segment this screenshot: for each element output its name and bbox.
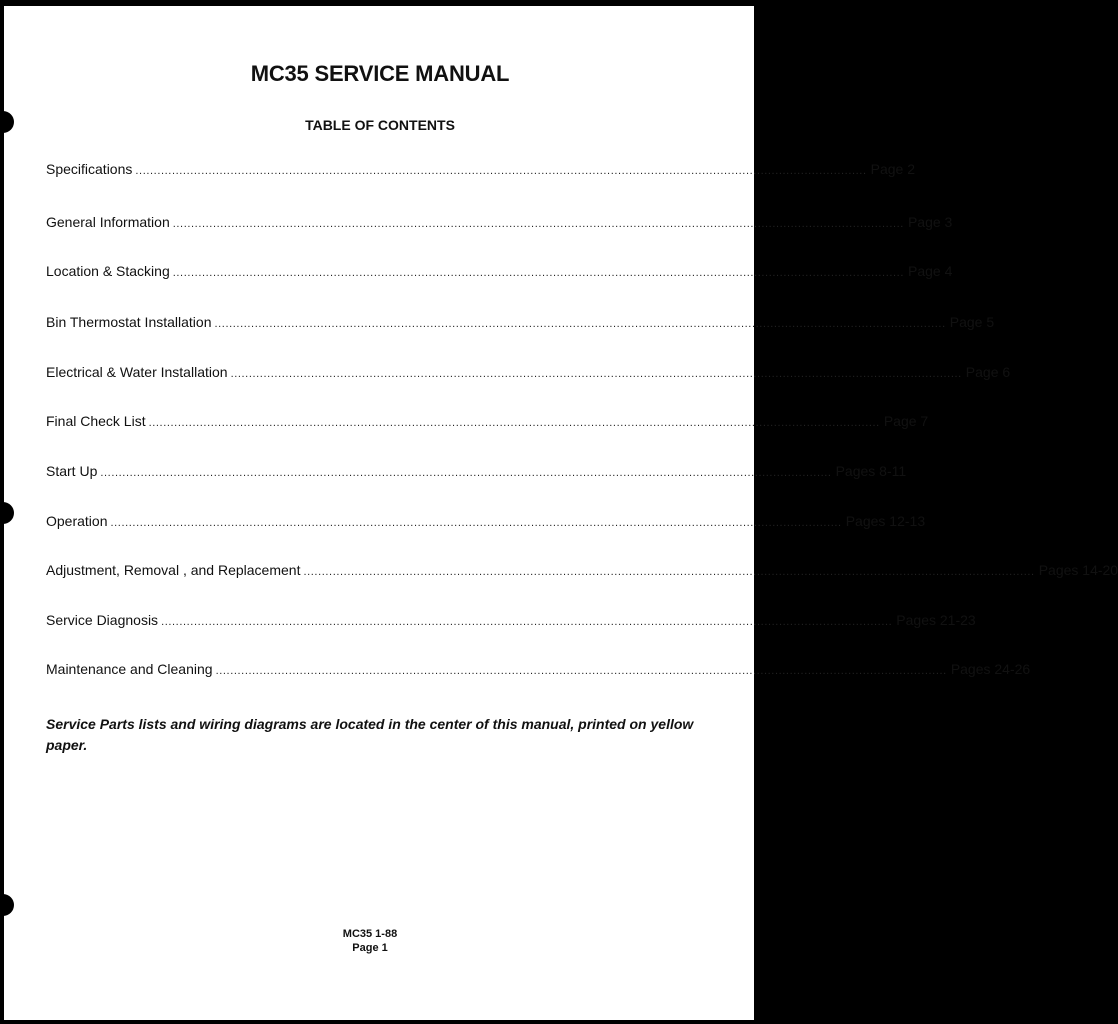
service-parts-note: Service Parts lists and wiring diagrams are located in the center of this manual, printed on yellow paper. bbox=[46, 716, 694, 753]
toc-entry-label: Specifications bbox=[46, 161, 133, 177]
toc-entry-page: Page 4 bbox=[907, 263, 953, 279]
dot-leader: ........................................................................................................................................................................................................ bbox=[172, 267, 904, 279]
toc-entry-label: Operation bbox=[46, 513, 108, 529]
toc-entry-label: Maintenance and Cleaning bbox=[46, 661, 213, 677]
punch-hole-icon bbox=[0, 894, 14, 916]
dot-leader: ........................................................................................................................................................................................................ bbox=[172, 218, 904, 230]
toc-entry bbox=[46, 313, 995, 331]
toc-entry-label: Bin Thermostat Installation bbox=[46, 314, 212, 330]
toc-entry bbox=[46, 213, 953, 231]
toc-entry-page: Pages 12-13 bbox=[845, 513, 926, 529]
toc-entry-page: Page 5 bbox=[949, 314, 995, 330]
toc-entry bbox=[46, 462, 907, 480]
dot-leader: ........................................................................................................................................................................................................ bbox=[215, 665, 947, 677]
toc-entry-page: Page 7 bbox=[883, 413, 929, 429]
page-footer bbox=[4, 927, 736, 955]
toc-entry-label: Final Check List bbox=[46, 413, 146, 429]
dot-leader: ........................................................................................................................................................................................................ bbox=[230, 368, 962, 380]
toc-entry-page: Pages 21-23 bbox=[896, 612, 976, 628]
toc-entry-page: Page 6 bbox=[965, 364, 1011, 380]
dot-leader: ........................................................................................................................................................................................................ bbox=[100, 467, 832, 479]
dot-leader: ........................................................................................................................................................................................................ bbox=[214, 318, 946, 330]
dot-leader: ........................................................................................................................................................................................................ bbox=[135, 165, 867, 177]
toc-entry bbox=[46, 160, 915, 178]
dot-leader: ........................................................................................................................................................................................................ bbox=[303, 566, 1035, 578]
document-title: MC35 SERVICE MANUAL bbox=[250, 61, 510, 86]
toc-entry-label: Adjustment, Removal , and Replacement bbox=[46, 562, 301, 578]
toc-entry-label: Location & Stacking bbox=[46, 263, 170, 279]
toc-entry-page: Page 2 bbox=[870, 161, 915, 177]
toc-entry bbox=[46, 561, 1118, 579]
toc-entry bbox=[46, 363, 1011, 381]
toc-entry-page: Pages 14-20 bbox=[1038, 562, 1118, 578]
toc-entry bbox=[46, 512, 926, 530]
footer-page-number: Page 1 bbox=[352, 942, 388, 954]
dot-leader: ........................................................................................................................................................................................................ bbox=[161, 616, 893, 628]
toc-entry-page: Pages 8-11 bbox=[835, 463, 907, 479]
toc-entry bbox=[46, 262, 953, 280]
toc-entry-label: General Information bbox=[46, 214, 170, 230]
toc-entry-label: Start Up bbox=[46, 463, 98, 479]
toc-entry-page: Pages 24-26 bbox=[950, 661, 1031, 677]
toc-heading: TABLE OF CONTENTS bbox=[305, 117, 455, 133]
toc-entry-page: Page 3 bbox=[907, 214, 953, 230]
toc-entry bbox=[46, 611, 976, 629]
dot-leader: ........................................................................................................................................................................................................ bbox=[110, 517, 842, 529]
footer-document-code: MC35 1-88 bbox=[342, 928, 398, 940]
dot-leader: ........................................................................................................................................................................................................ bbox=[148, 417, 880, 429]
punch-hole-icon bbox=[0, 502, 14, 524]
toc-entry-label: Electrical & Water Installation bbox=[46, 364, 228, 380]
document-page bbox=[4, 6, 1118, 1020]
toc-entry-label: Service Diagnosis bbox=[46, 612, 159, 628]
toc-entry bbox=[46, 412, 929, 430]
toc-entry bbox=[46, 660, 1031, 678]
